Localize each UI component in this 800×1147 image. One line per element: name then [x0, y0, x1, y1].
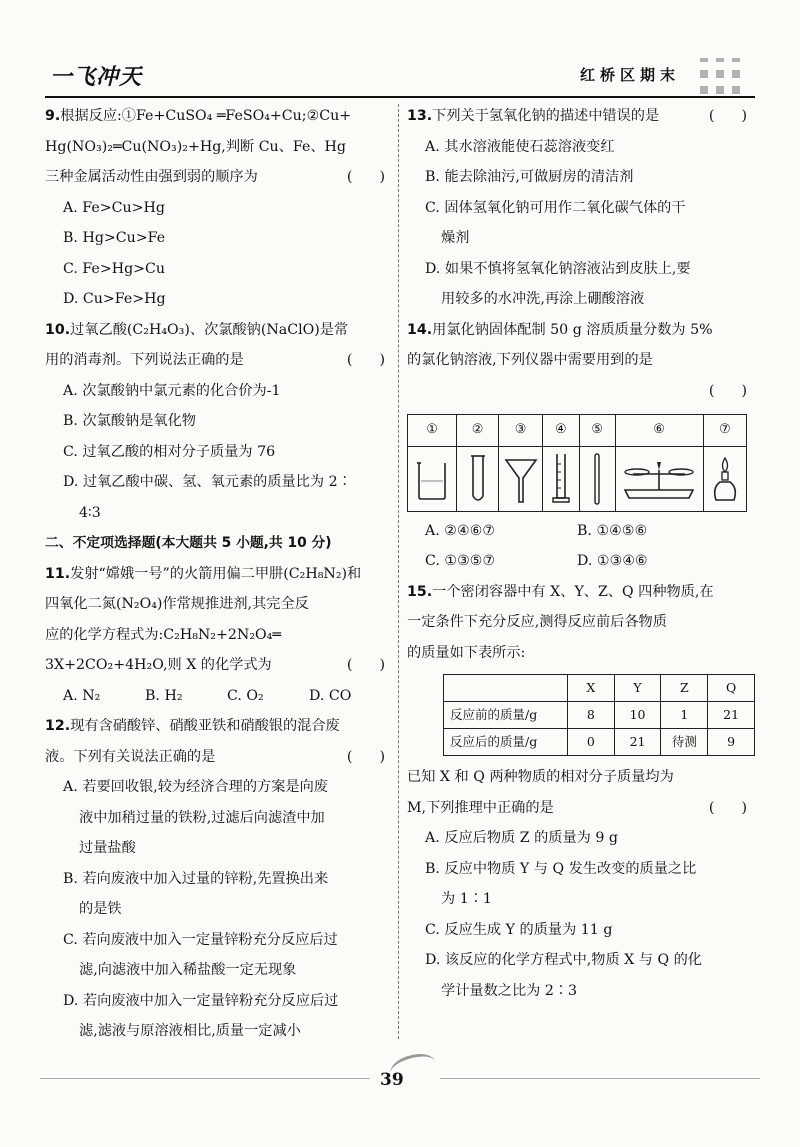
section-title: 红桥区期末	[580, 66, 681, 84]
footer-rule-left	[40, 1078, 370, 1080]
column-divider	[398, 104, 399, 1039]
option: A. Fe>Cu>Hg	[63, 199, 165, 216]
option: D. Cu>Fe>Hg	[63, 291, 166, 307]
question-14: 14.用氯化钠固体配制 50 g 溶质质量分数为 5% 的氯化钠溶液,下列仪器中需要用到的是 ( ) ① ② ③ ④ ⑤ ⑥ ⑦ A. ②④⑥⑦ B. ①④⑤⑥ C. ①③⑤⑦ D. ①③④⑥	[407, 315, 755, 577]
right-column	[407, 101, 755, 1006]
table-row: 反应后的质量/g 0 21 待测 9	[444, 729, 755, 756]
question-12: 12.现有含硝酸锌、硝酸亚铁和硝酸银的混合废 液。下列有关说法正确的是 ( ) A. 若要回收银,较为经济合理的方案是向废 液中加稍过量的铁粉,过滤后向滤渣中加 过量盐酸 B. 若向废液中加入过量的锌粉,先置换出来 的是铁 C. 若向废液中加入一定量锌粉充分反应后过 滤,向滤液中加入稀盐酸一定无现象 D. 若向废液中加入一定量锌粉充分反应后过 滤,滤液与原溶液相比,质量一定减小	[45, 711, 393, 1047]
answer-bracket[interactable]: ( )	[346, 169, 385, 185]
answer-bracket[interactable]: ( )	[708, 799, 747, 816]
option: A. 次氯酸钠中氯元素的化合价为-1	[63, 382, 281, 399]
option: A. 其水溶液能使石蕊溶液变红	[425, 138, 615, 155]
equip-label: ⑤	[579, 415, 615, 447]
option: D. 过氧乙酸中碳、氢、氧元素的质量比为 2∶	[63, 474, 352, 490]
option: B. Hg>Cu>Fe	[63, 230, 166, 246]
option: B. ①④⑤⑥	[577, 522, 648, 539]
equip-label: ⑥	[615, 415, 703, 447]
alcohol-lamp-icon	[703, 446, 746, 511]
section-heading: 二、不定项选择题(本大题共 5 小题,共 10 分)	[45, 535, 332, 551]
option: D. ①③④⑥	[577, 553, 648, 569]
brand-logo: 一飞冲天	[50, 65, 143, 90]
option: D. 该反应的化学方程式中,物质 X 与 Q 的化	[425, 952, 702, 968]
option: A. ②④⑥⑦	[425, 522, 496, 539]
option: A. N₂	[63, 687, 101, 704]
equip-label: ①	[408, 415, 457, 447]
question-15: 15.一个密闭容器中有 X、Y、Z、Q 四种物质,在 一定条件下充分反应,测得反应前后各物质 的质量如下表所示: X Y Z Q 反应前的质量/g 8 10 1 21 反应后的质量/g 0 21 待测 9 已知 X 和 Q 两种物质的相对分子质量均为 M,下列推理中正确的是 ( ) A. 反应后物质 Z 的质量为 9 g B. 反应中物质 Y 与 Q 发生改变的质量之比 为 1∶1 C. 反应生成 Y 的质量为 11 g D. 该反应的化学方程式中,物质 X 与 Q 的化 学计量数之比为 2∶3	[407, 577, 755, 1007]
header-rule	[45, 96, 755, 98]
option: A. 若要回收银,较为经济合理的方案是向废	[63, 779, 328, 795]
option: D. 如果不慎将氢氧化钠溶液沾到皮肤上,要	[425, 260, 691, 277]
question-9: 9.根据反应:①Fe+CuSO₄ ═FeSO₄+Cu;②Cu+ Hg(NO₃)₂═Cu(NO₃)₂+Hg,判断 Cu、Fe、Hg 三种金属活动性由强到弱的顺序为 ( ) A. Fe>Cu>Hg B. Hg>Cu>Fe C. Fe>Hg>Cu D. Cu>Fe>Hg	[45, 101, 393, 315]
option: D. 若向废液中加入一定量锌粉充分反应后过	[63, 992, 339, 1009]
answer-bracket[interactable]: ( )	[708, 382, 747, 399]
graduated-cylinder-icon	[542, 446, 579, 511]
option: C. 若向废液中加入一定量锌粉充分反应后过	[63, 931, 338, 948]
test-tube-icon	[457, 446, 499, 511]
page-number: 39	[380, 1070, 404, 1090]
funnel-icon	[499, 446, 543, 511]
question-10: 10.过氧乙酸(C₂H₄O₃)、次氯酸钠(NaClO)是常 用的消毒剂。下列说法正确的是 ( ) A. 次氯酸钠中氯元素的化合价为-1 B. 次氯酸钠是氧化物 C. 过氧乙酸的相对分子质量为 76 D. 过氧乙酸中碳、氢、氧元素的质量比为 2∶ 4∶3	[45, 315, 393, 529]
equipment-table	[407, 414, 747, 512]
equip-label: ④	[542, 415, 579, 447]
table-header-row: X Y Z Q	[444, 675, 755, 702]
question-11: 11.发射“嫦娥一号”的火箭用偏二甲肼(C₂H₈N₂)和 四氧化二氮(N₂O₄)作常规推进剂,其完全反 应的化学方程式为:C₂H₈N₂+2N₂O₄═ 3X+2CO₂+4H₂O,则 X 的化学式为 ( ) A. N₂ B. H₂ C. O₂ D. CO	[45, 559, 393, 712]
option: C. ①③⑤⑦	[425, 553, 496, 569]
option: C. 过氧乙酸的相对分子质量为 76	[63, 443, 276, 460]
option: C. 反应生成 Y 的质量为 11 g	[425, 921, 613, 938]
option: D. CO	[309, 687, 352, 704]
glass-rod-icon	[579, 446, 615, 511]
question-13: 13.下列关于氢氧化钠的描述中错误的是 ( ) A. 其水溶液能使石蕊溶液变红 B. 能去除油污,可做厨房的清洁剂 C. 固体氢氧化钠可用作二氧化碳气体的干 燥剂 D. 如果不慎将氢氧化钠溶液沾到皮肤上,要 用较多的水冲洗,再涂上硼酸溶液	[407, 101, 755, 315]
option: A. 反应后物质 Z 的质量为 9 g	[425, 830, 618, 846]
equip-label: ⑦	[703, 415, 746, 447]
answer-bracket[interactable]: ( )	[346, 748, 385, 765]
beaker-icon	[408, 446, 457, 511]
balance-icon	[615, 446, 703, 511]
option: B. 反应中物质 Y 与 Q 发生改变的质量之比	[425, 860, 697, 877]
left-column	[45, 101, 393, 1047]
answer-bracket[interactable]: ( )	[346, 657, 385, 673]
equip-label: ③	[499, 415, 543, 447]
option: C. O₂	[227, 687, 264, 704]
header-decoration	[700, 58, 748, 94]
answer-bracket[interactable]: ( )	[708, 108, 747, 124]
answer-bracket[interactable]: ( )	[346, 352, 385, 368]
option: C. 固体氢氧化钠可用作二氧化碳气体的干	[425, 199, 686, 216]
option: B. 若向废液中加入过量的锌粉,先置换出来	[63, 870, 329, 887]
option: B. 能去除油污,可做厨房的清洁剂	[425, 169, 634, 185]
equip-label: ②	[457, 415, 499, 447]
option: B. 次氯酸钠是氧化物	[63, 413, 196, 429]
footer-rule-right	[440, 1078, 760, 1080]
mass-data-table	[443, 674, 755, 756]
table-row: 反应前的质量/g 8 10 1 21	[444, 702, 755, 729]
option-continuation: 4∶3	[79, 504, 101, 521]
option: B. H₂	[145, 687, 183, 704]
option: C. Fe>Hg>Cu	[63, 260, 166, 277]
